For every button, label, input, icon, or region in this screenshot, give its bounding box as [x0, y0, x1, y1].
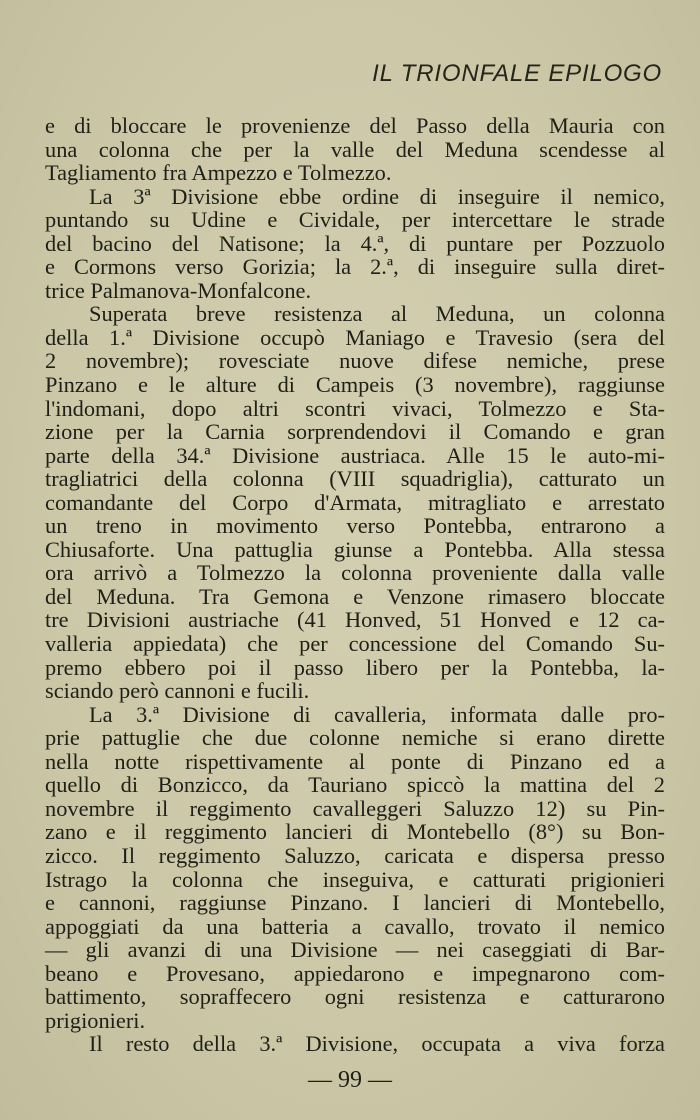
text-line: e Cormons verso Gorizia; la 2.ª, di inseguire sulla diret- — [45, 254, 665, 280]
text-line: parte della 34.ª Divisione austriaca. Alle 15 le auto-mi- — [45, 442, 665, 468]
text-line: — gli avanzi di una Divisione — nei caseggiati di Bar- — [45, 937, 665, 963]
text-line: Pinzano e le alture di Campeis (3 novembre), raggiunse — [45, 372, 665, 398]
text-line: una colonna che per la valle del Meduna scendesse al — [45, 136, 665, 162]
text-line: premo ebbero poi il passo libero per la Pontebba, la- — [45, 654, 665, 680]
text-line: l'indomani, dopo altri scontri vivaci, Tolmezzo e Sta- — [45, 395, 665, 421]
text-line: prie pattuglie che due colonne nemiche si erano dirette — [45, 725, 665, 751]
text-line: un treno in movimento verso Pontebba, entrarono a — [45, 513, 665, 539]
text-line: della 1.ª Divisione occupò Maniago e Travesio (sera del — [45, 324, 665, 350]
page-number: — 99 — — [308, 1067, 392, 1093]
text-line: zione per la Carnia sorprendendovi il Comando e gran — [45, 419, 665, 445]
text-line: Superata breve resistenza al Meduna, un colonna — [89, 301, 665, 327]
text-line: nella notte rispettivamente al ponte di Pinzano ed a — [45, 748, 665, 774]
text-line: 2 novembre); rovesciate nuove difese nemiche, prese — [45, 348, 665, 374]
text-line: prigionieri. — [45, 1007, 146, 1033]
text-line: tragliatrici della colonna (VIII squadriglia), catturato un — [45, 466, 665, 492]
text-line: zano e il reggimento lancieri di Montebello (8°) su Bon- — [45, 819, 665, 845]
text-line: quello di Bonzicco, da Tauriano spiccò la mattina del 2 — [45, 772, 665, 798]
text-line: del bacino del Natisone; la 4.ª, di puntare per Pozzuolo — [45, 230, 665, 256]
text-line: trice Palmanova-Monfalcone. — [45, 277, 312, 303]
text-line: appoggiati da una batteria a cavallo, trovato il nemico — [45, 913, 665, 939]
text-line: beano e Provesano, appiedarono e impegnarono com- — [45, 960, 665, 986]
text-line: La 3ª Divisione ebbe ordine di inseguire il nemico, — [89, 183, 665, 209]
text-line: La 3.ª Divisione di cavalleria, informata dalle pro- — [89, 701, 665, 727]
text-line: puntando su Udine e Cividale, per intercettare le strade — [45, 207, 665, 233]
text-line: valleria appiedata) che per concessione del Comando Su- — [45, 631, 665, 657]
text-line: Il resto della 3.ª Divisione, occupata a viva forza — [89, 1031, 665, 1057]
text-line: e di bloccare le provenienze del Passo della Mauria con — [45, 113, 665, 138]
text-line: Chiusaforte. Una pattuglia giunse a Pontebba. Alla stessa — [45, 536, 665, 562]
text-line: comandante del Corpo d'Armata, mitragliato e arrestato — [45, 489, 665, 515]
text-line: e cannoni, raggiunse Pinzano. I lancieri di Montebello, — [45, 890, 665, 916]
text-line: Istrago la colonna che inseguiva, e catturati prigionieri — [45, 866, 665, 892]
running-title: IL TRIONFALE EPILOGO — [372, 60, 662, 87]
text-line: ora arrivò a Tolmezzo la colonna proveniente dalla valle — [45, 560, 665, 586]
text-line: zicco. Il reggimento Saluzzo, caricata e dispersa presso — [45, 842, 665, 868]
text-line: Tagliamento fra Ampezzo e Tolmezzo. — [45, 160, 392, 186]
text-line: sciando però cannoni e fucili. — [45, 678, 310, 704]
text-line: novembre il reggimento cavalleggeri Saluzzo 12) su Pin- — [45, 795, 665, 821]
text-line: tre Divisioni austriache (41 Honved, 51 Honved e 12 ca- — [45, 607, 665, 633]
text-line: battimento, sopraffecero ogni resistenza e catturarono — [45, 984, 665, 1010]
body-text — [45, 114, 665, 1056]
text-line: del Meduna. Tra Gemona e Venzone rimasero bloccate — [45, 583, 665, 609]
